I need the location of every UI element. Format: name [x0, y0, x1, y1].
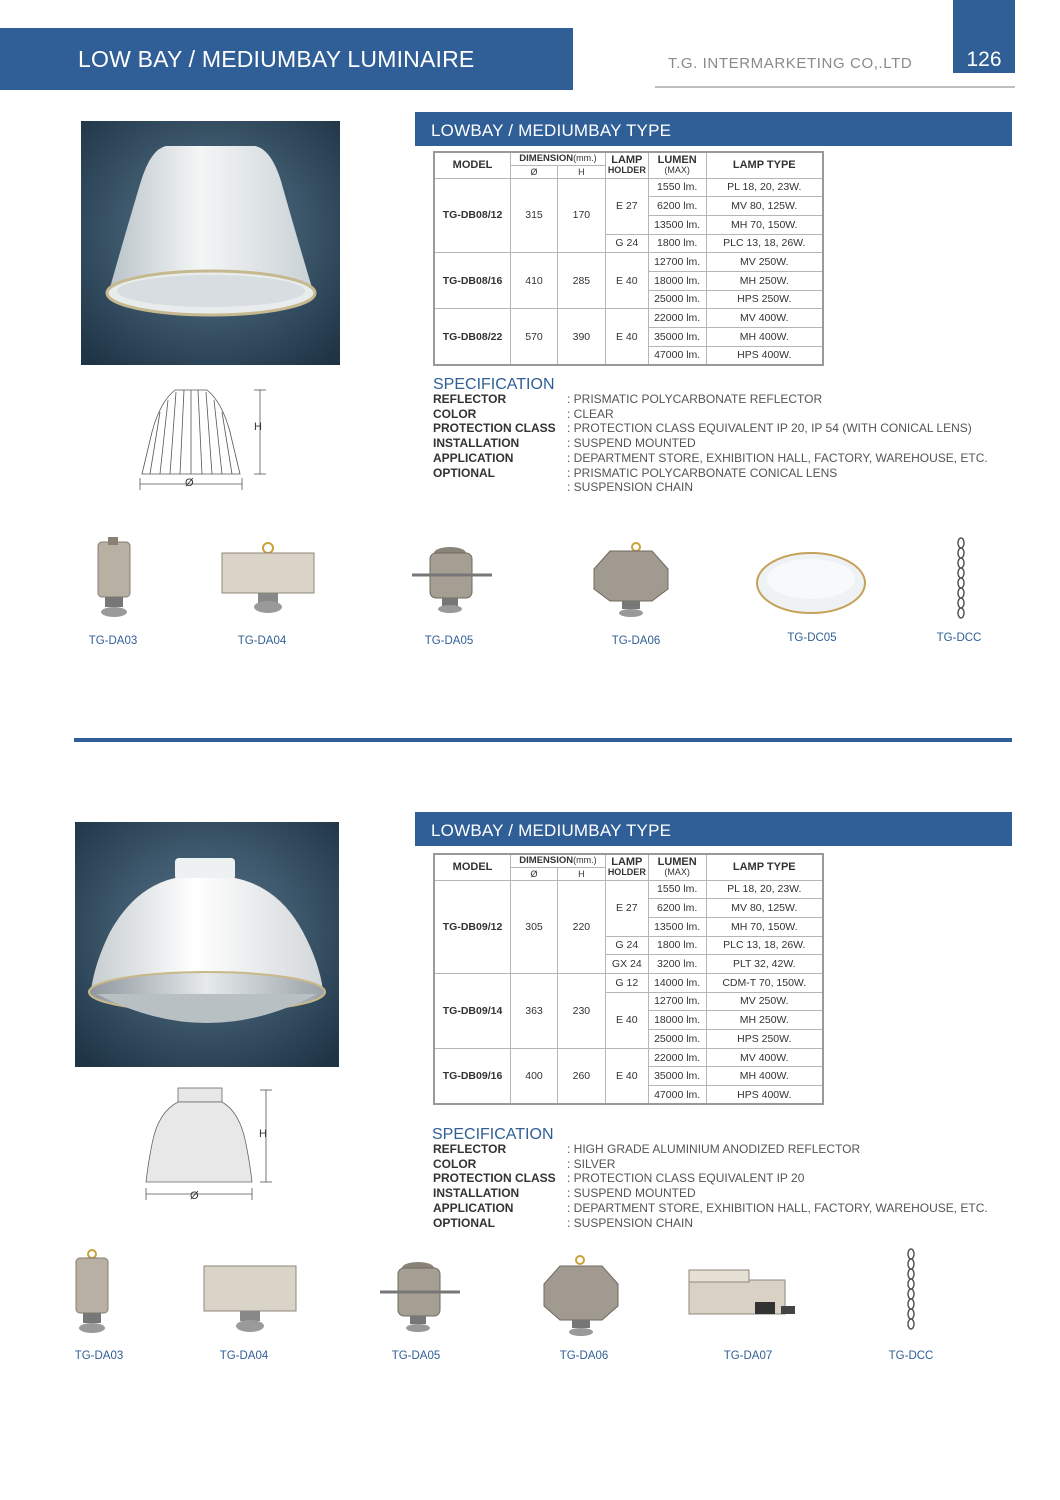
- page-title: LOW BAY / MEDIUMBAY LUMINAIRE: [78, 46, 475, 72]
- table-header-row: [434, 152, 823, 165]
- table-row: [434, 1048, 823, 1067]
- accessory-label-1-3: TG-DA06: [611, 635, 661, 647]
- header-dimension: [511, 854, 606, 867]
- table-row: [434, 973, 823, 992]
- header-lumen-text: LUMEN: [657, 154, 697, 167]
- lamp-type-cell: CDM-T 70, 150W.: [706, 973, 823, 992]
- spec-value: : SUSPEND MOUNTED: [567, 1186, 696, 1201]
- dimension-diagram-db08: [130, 382, 280, 492]
- accessories-row-2: [60, 1248, 1020, 1358]
- lamp-type-cell: HPS 400W.: [706, 1086, 823, 1105]
- header-lamp-type: LAMP TYPE: [706, 854, 823, 880]
- lamp-type-cell: MH 250W.: [706, 271, 823, 290]
- lamp-type-cell: MH 400W.: [706, 328, 823, 347]
- header-rule: [655, 86, 1015, 88]
- spec-value: : HIGH GRADE ALUMINIUM ANODIZED REFLECTOR: [567, 1142, 861, 1156]
- product-photo-db09: [75, 822, 339, 1067]
- lumen-cell: 18000 lm.: [648, 271, 706, 290]
- lumen-cell: 22000 lm.: [648, 1048, 706, 1067]
- lamp-type-cell: MV 80, 125W.: [706, 197, 823, 216]
- ballast-box-tall-icon: [66, 1248, 116, 1338]
- accessory-label-1-1: TG-DA04: [237, 635, 287, 647]
- spec-label: COLOR: [433, 406, 477, 421]
- lamp-type-cell: MV 250W.: [706, 253, 823, 272]
- model-cell: TG-DB09/14: [434, 973, 511, 1048]
- model-cell: TG-DB09/16: [434, 1048, 511, 1104]
- model-cell: TG-DB09/12: [434, 880, 511, 973]
- header-lamp-holder: [605, 854, 648, 880]
- lumen-cell: 25000 lm.: [648, 290, 706, 309]
- lamp-type-cell: HPS 250W.: [706, 1030, 823, 1049]
- accessory-label-1-5: TG-DCC: [936, 632, 982, 644]
- spec-label: INSTALLATION: [433, 1186, 520, 1201]
- lumen-cell: 25000 lm.: [648, 1030, 706, 1049]
- lumen-cell: 1550 lm.: [648, 178, 706, 197]
- holder-cell: GX 24: [605, 955, 648, 974]
- lumen-cell: 35000 lm.: [648, 328, 706, 347]
- spec-value: : PROTECTION CLASS EQUIVALENT IP 20, IP 54 (WITH CONICAL LENS): [567, 421, 972, 436]
- header-dimension-text: DIMENSION: [519, 855, 574, 867]
- holder-cell: G 12: [605, 973, 648, 992]
- spec-value: : SUSPENSION CHAIN: [567, 480, 694, 495]
- suspension-chain-icon: [904, 1248, 918, 1330]
- holder-cell: E 27: [605, 178, 648, 234]
- header-lamp-holder: [605, 152, 648, 178]
- diagram-h-label: H: [254, 421, 262, 433]
- accessory-label-2-0: TG-DA03: [74, 1350, 124, 1362]
- holder-cell: E 40: [605, 1048, 648, 1104]
- dimension-diagram-db09: [138, 1084, 288, 1204]
- table-header-row: [434, 854, 823, 867]
- diameter-cell: 363: [511, 973, 558, 1048]
- lamp-type-cell: MV 80, 125W.: [706, 899, 823, 918]
- header-lumen-max: (MAX): [664, 867, 690, 878]
- product-photo-db08: [81, 121, 340, 365]
- header-model: MODEL: [434, 152, 511, 178]
- lamp-type-cell: MH 250W.: [706, 1011, 823, 1030]
- lumen-cell: 1550 lm.: [648, 880, 706, 899]
- diagram-diameter-label-2: Ø: [190, 1190, 199, 1202]
- lumen-cell: 47000 lm.: [648, 1086, 706, 1105]
- conical-lens-icon: [754, 547, 868, 617]
- ballast-box-wide-icon: [200, 1256, 300, 1336]
- lamp-type-cell: MV 400W.: [706, 309, 823, 328]
- holder-cell: E 27: [605, 880, 648, 936]
- diameter-cell: 305: [511, 880, 558, 973]
- page-number: 126: [966, 48, 1002, 71]
- lumen-cell: 13500 lm.: [648, 917, 706, 936]
- lumen-cell: 1800 lm.: [648, 234, 706, 253]
- height-cell: 220: [557, 880, 605, 973]
- spec-table-db09: [433, 853, 824, 1105]
- diagram-diameter-label: Ø: [185, 477, 194, 489]
- ballast-box-wide-icon: [218, 541, 318, 621]
- lumen-cell: 12700 lm.: [648, 992, 706, 1011]
- spec-label: APPLICATION: [433, 1200, 514, 1215]
- lumen-cell: 47000 lm.: [648, 346, 706, 365]
- lamp-type-cell: PL 18, 20, 23W.: [706, 178, 823, 197]
- lumen-cell: 22000 lm.: [648, 309, 706, 328]
- header-lumen: [648, 152, 706, 178]
- header-height: H: [557, 867, 605, 880]
- holder-cell: E 40: [605, 992, 648, 1048]
- prismatic-reflector-image: [81, 121, 340, 365]
- diameter-cell: 410: [511, 253, 558, 309]
- spec-label: PROTECTION CLASS: [433, 421, 556, 436]
- holder-cell: E 40: [605, 309, 648, 365]
- section-title-1: LOWBAY / MEDIUMBAY TYPE: [431, 121, 672, 140]
- lamp-type-cell: MH 70, 150W.: [706, 917, 823, 936]
- accessory-label-2-2: TG-DA05: [391, 1350, 441, 1362]
- ballast-housing-octagon-icon: [590, 541, 675, 621]
- lamp-type-cell: PL 18, 20, 23W.: [706, 880, 823, 899]
- spec-label: COLOR: [433, 1156, 477, 1171]
- ballast-housing-octagon-icon: [540, 1254, 625, 1339]
- accessory-label-1-0: TG-DA03: [88, 635, 138, 647]
- ballast-tray-icon: [685, 1262, 800, 1332]
- ballast-box-tall-icon: [88, 537, 138, 622]
- header-diameter: Ø: [511, 165, 558, 178]
- header-dimension: [511, 152, 606, 165]
- spec-value: : PROTECTION CLASS EQUIVALENT IP 20: [567, 1171, 805, 1186]
- diameter-cell: 315: [511, 178, 558, 253]
- accessory-label-1-2: TG-DA05: [424, 635, 474, 647]
- spec-label: REFLECTOR: [433, 392, 507, 406]
- accessory-label-2-1: TG-DA04: [219, 1350, 269, 1362]
- header-lumen-text: LUMEN: [657, 856, 697, 869]
- specification-heading-1: SPECIFICATION: [433, 376, 555, 393]
- section-divider: [74, 738, 1012, 742]
- lamp-type-cell: PLT 32, 42W.: [706, 955, 823, 974]
- ballast-housing-round-icon: [378, 1260, 463, 1335]
- lamp-type-cell: MH 400W.: [706, 1067, 823, 1086]
- accessory-label-2-3: TG-DA06: [559, 1350, 609, 1362]
- spec-value: : SUSPEND MOUNTED: [567, 436, 696, 451]
- spec-value: : PRISMATIC POLYCARBONATE CONICAL LENS: [567, 465, 838, 480]
- lamp-type-cell: HPS 250W.: [706, 290, 823, 309]
- lamp-type-cell: PLC 13, 18, 26W.: [706, 936, 823, 955]
- accessory-label-1-4: TG-DC05: [787, 632, 837, 644]
- header-height: H: [557, 165, 605, 178]
- lumen-cell: 18000 lm.: [648, 1011, 706, 1030]
- lumen-cell: 6200 lm.: [648, 899, 706, 918]
- spec-label: PROTECTION CLASS: [433, 1171, 556, 1186]
- header-dimension-unit: (mm.): [573, 855, 597, 866]
- accessory-label-2-4: TG-DA07: [723, 1350, 773, 1362]
- spec-label: OPTIONAL: [433, 1215, 495, 1230]
- table-row: [434, 309, 823, 328]
- lumen-cell: 35000 lm.: [648, 1067, 706, 1086]
- header-holder: HOLDER: [607, 165, 646, 176]
- lumen-cell: 12700 lm.: [648, 253, 706, 272]
- spec-value: : SUSPENSION CHAIN: [567, 1215, 694, 1230]
- header-lumen-max: (MAX): [664, 165, 690, 176]
- section-title-2: LOWBAY / MEDIUMBAY TYPE: [431, 821, 672, 840]
- company-name: T.G. INTERMARKETING CO,.LTD: [668, 55, 913, 72]
- header-lamp-type: LAMP TYPE: [706, 152, 823, 178]
- spec-label: REFLECTOR: [433, 1142, 507, 1156]
- header-lamp: LAMP: [611, 856, 643, 869]
- diagram-h-label-2: H: [259, 1128, 267, 1140]
- specification-heading-2: SPECIFICATION: [432, 1126, 554, 1143]
- lumen-cell: 6200 lm.: [648, 197, 706, 216]
- height-cell: 285: [557, 253, 605, 309]
- model-cell: TG-DB08/16: [434, 253, 511, 309]
- diameter-cell: 570: [511, 309, 558, 365]
- model-cell: TG-DB08/22: [434, 309, 511, 365]
- lamp-type-cell: MV 400W.: [706, 1048, 823, 1067]
- spec-value: : CLEAR: [567, 406, 614, 421]
- spec-value: : SILVER: [567, 1156, 616, 1171]
- spec-label: OPTIONAL: [433, 465, 495, 480]
- holder-cell: G 24: [605, 234, 648, 253]
- header-model: MODEL: [434, 854, 511, 880]
- header-lumen: [648, 854, 706, 880]
- height-cell: 230: [557, 973, 605, 1048]
- header-lamp: LAMP: [611, 154, 643, 167]
- table-row: [434, 253, 823, 272]
- height-cell: 260: [557, 1048, 605, 1104]
- diameter-cell: 400: [511, 1048, 558, 1104]
- model-cell: TG-DB08/12: [434, 178, 511, 253]
- lamp-type-cell: MH 70, 150W.: [706, 215, 823, 234]
- ballast-housing-round-icon: [410, 545, 495, 615]
- header-diameter: Ø: [511, 867, 558, 880]
- lumen-cell: 1800 lm.: [648, 936, 706, 955]
- spec-value: : DEPARTMENT STORE, EXHIBITION HALL, FACTORY, WAREHOUSE, ETC.: [567, 450, 988, 465]
- header-dimension-text: DIMENSION: [519, 153, 574, 165]
- lamp-type-cell: HPS 400W.: [706, 346, 823, 365]
- header-holder: HOLDER: [607, 867, 646, 878]
- suspension-chain-icon: [954, 537, 968, 619]
- header-dimension-unit: (mm.): [573, 153, 597, 164]
- accessory-label-2-5: TG-DCC: [888, 1350, 934, 1362]
- height-cell: 170: [557, 178, 605, 253]
- aluminium-reflector-image: [75, 822, 339, 1067]
- holder-cell: G 24: [605, 936, 648, 955]
- holder-cell: E 40: [605, 253, 648, 309]
- spec-table-db08: [433, 151, 824, 366]
- height-cell: 390: [557, 309, 605, 365]
- spec-label: APPLICATION: [433, 450, 514, 465]
- table-row: [434, 880, 823, 899]
- lamp-type-cell: PLC 13, 18, 26W.: [706, 234, 823, 253]
- lamp-type-cell: MV 250W.: [706, 992, 823, 1011]
- table-row: [434, 178, 823, 197]
- lumen-cell: 3200 lm.: [648, 955, 706, 974]
- spec-value: : DEPARTMENT STORE, EXHIBITION HALL, FACTORY, WAREHOUSE, ETC.: [567, 1200, 988, 1215]
- spec-label: INSTALLATION: [433, 436, 520, 451]
- lumen-cell: 14000 lm.: [648, 973, 706, 992]
- lumen-cell: 13500 lm.: [648, 215, 706, 234]
- spec-value: : PRISMATIC POLYCARBONATE REFLECTOR: [567, 392, 823, 406]
